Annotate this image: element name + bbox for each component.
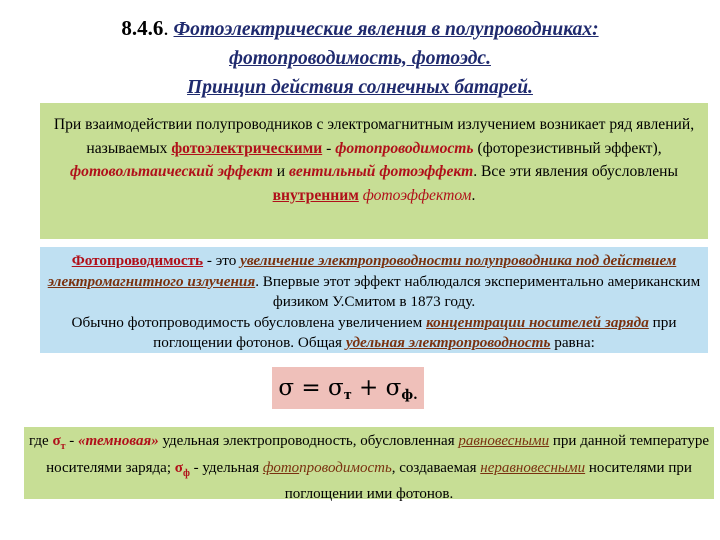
title-line-3: Принцип действия солнечных батарей. <box>187 77 533 98</box>
slide-title <box>0 14 720 102</box>
intro-paragraph: При взаимодействии полупроводников с электромагнитным излучением возникает ряд явлений, называемых фотоэлектрическими - фотопроводимость (фоторезистивный эффект), фотовольтаический эффект и вентильный фотоэффект. Все эти явления обусловлены внутренним фотоэффектом. <box>40 103 708 239</box>
title-line-2: фотопроводимость, фотоэдс. <box>229 48 491 69</box>
phrase-concentration: концентрации носителей заряда <box>426 313 649 331</box>
definition-paragraph: Фотопроводимость - это увеличение электропроводности полупроводника под действием электромагнитного излучения. Впервые этот эффект наблюдался экспериментально американским физиком У.Смитом в 1873 году. Обычно фотопроводимость обусловлена увеличением концентрации носителей заряда при поглощении фотонов. Общая удельная электропроводность равна: <box>40 247 708 353</box>
phrase-increase: увеличение электропроводности полупроводника под действием электромагнитного излучения <box>47 252 677 290</box>
term-photo: фото <box>262 459 300 476</box>
term-photoconductivity-def: Фотопроводимость <box>71 252 204 269</box>
term-photovoltaic: фотовольтаический эффект <box>70 163 273 180</box>
symbol-sigma-dark: $\sigma_т$ <box>52 433 66 452</box>
term-conductivity: проводимость <box>299 459 392 476</box>
term-internal: внутренним <box>272 186 359 204</box>
term-equilibrium: равновесными <box>458 433 550 449</box>
term-gate-effect: вентильный фотоэффект <box>289 163 474 180</box>
term-nonequilibrium: неравновесными <box>480 459 586 476</box>
conductivity-formula: $\sigma = \sigma_т + \sigma_{ф.}$ <box>272 367 424 409</box>
section-number: 8.4.6 <box>121 16 164 40</box>
phrase-specific-conductivity: удельная электропроводность <box>345 334 551 351</box>
term-dark: «темновая» <box>78 433 159 449</box>
title-line-1: 8.4.6. Фотоэлектрические явления в полупроводниках: <box>121 16 599 40</box>
term-photoeffect: фотоэффектом <box>362 186 472 204</box>
explanation-paragraph: где $\sigma_т$ - «темновая» удельная электропроводность, обусловленная равновесными при данной температуре носителями заряда; $\sigma_ф$ - удельная фотопроводимость, создаваемая неравновесными носителями при поглощении ими фотонов. <box>24 427 714 499</box>
symbol-sigma-photo: $\sigma_ф$ <box>174 459 190 479</box>
term-photoconductivity: фотопроводимость <box>335 139 474 157</box>
title-text-1: Фотоэлектрические явления в полупроводниках: <box>173 19 599 40</box>
term-photoelectric: фотоэлектрическими <box>171 139 323 157</box>
